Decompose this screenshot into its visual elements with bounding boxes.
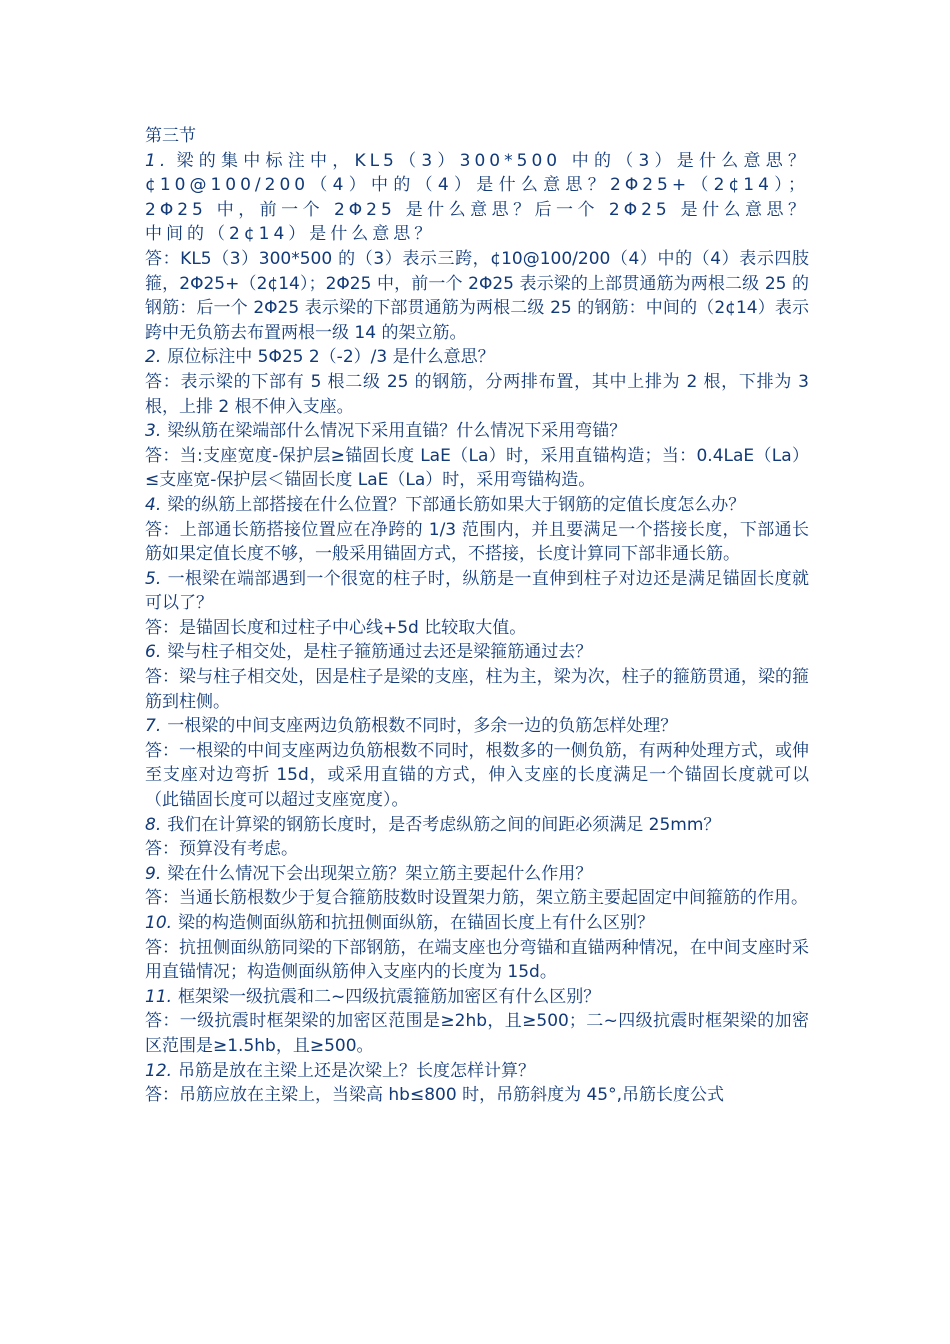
answer-8: 答：预算没有考虑。 bbox=[145, 839, 298, 860]
answer-7: 答：一根梁的中间支座两边负筋根数不同时，根数多的一侧负筋，有两种处理方式，或伸至支座对边弯折 15d，或采用直锚的方式，伸入支座的长度满足一个锚固长度就可以（此锚固长度可以超过支座宽度）。 bbox=[145, 740, 809, 811]
answer-3: 答：当:支座宽度-保护层≥锚固长度 LaE（La）时，采用直锚构造；当：0.4LaE（La）≤支座宽-保护层＜锚固长度 LaE（La）时，采用弯锚构造。 bbox=[145, 445, 809, 491]
question-text: 梁的构造侧面纵筋和抗扭侧面纵筋，在锚固长度上有什么区别？ bbox=[178, 913, 655, 933]
qa-item-12 bbox=[145, 1059, 809, 1108]
question-text: 梁的集中标注中，KL5（3）300*500 中的（3）是什么意思？¢10@100/200（4）中的（4）是什么意思？2Φ25+（2¢14）；2Φ25 中，前一个 2Φ25 是什么意思？后一个 2Φ25 是什么意思？中间的（2¢14）是什么意思？ bbox=[145, 150, 809, 245]
question-4 bbox=[145, 493, 809, 518]
question-8 bbox=[145, 813, 809, 838]
qa-item-5 bbox=[145, 567, 809, 641]
question-number: 1. bbox=[145, 150, 170, 171]
answer-12: 答：吊筋应放在主梁上，当梁高 hb≤800 时，吊筋斜度为 45°,吊筋长度公式 bbox=[145, 1085, 725, 1106]
question-number: 7. bbox=[145, 716, 162, 737]
question-text: 我们在计算梁的钢筋长度时，是否考虑纵筋之间的间距必须满足 25mm？ bbox=[167, 814, 721, 835]
answer-2: 答：表示梁的下部有 5 根二级 25 的钢筋，分两排布置，其中上排为 2 根，下排为 3 根，上排 2 根不伸入支座。 bbox=[145, 371, 809, 417]
answer-1: 答：KL5（3）300*500 的（3）表示三跨，¢10@100/200（4）中的（4）表示四肢箍，2Φ25+（2¢14）；2Φ25 中，前一个 2Φ25 表示梁的上部贯通筋为两根二级 25 的钢筋：后一个 2Φ25 表示梁的下部贯通筋为两根二级 25 的钢筋：中间的（2¢14）表示跨中无负筋去布置两根一级 14 的架立筋。 bbox=[145, 248, 809, 343]
qa-item-4 bbox=[145, 493, 809, 567]
question-2 bbox=[145, 345, 809, 370]
qa-item-9 bbox=[145, 862, 809, 911]
qa-item-7 bbox=[145, 714, 809, 812]
qa-item-2 bbox=[145, 345, 809, 419]
qa-item-1 bbox=[145, 149, 809, 346]
answer-10: 答：抗扭侧面纵筋同梁的下部钢筋，在端支座也分弯锚和直锚两种情况，在中间支座时采用直锚情况；构造侧面纵筋伸入支座内的长度为 15d。 bbox=[145, 937, 809, 983]
qa-item-8 bbox=[145, 813, 809, 862]
question-text: 梁的纵筋上部搭接在什么位置？下部通长筋如果大于钢筋的定值长度怎么办？ bbox=[167, 494, 746, 515]
question-12 bbox=[145, 1059, 809, 1084]
question-text: 一根梁的中间支座两边负筋根数不同时，多余一边的负筋怎样处理？ bbox=[167, 716, 678, 737]
question-text: 梁与柱子相交处，是柱子箍筋通过去还是梁箍筋通过去？ bbox=[167, 642, 593, 663]
question-text: 梁纵筋在梁端部什么情况下采用直锚？什么情况下采用弯锚？ bbox=[167, 421, 627, 442]
question-number: 4. bbox=[145, 494, 162, 515]
qa-item-10 bbox=[145, 911, 809, 985]
question-number: 9. bbox=[145, 863, 162, 884]
question-number: 5. bbox=[145, 568, 162, 589]
question-1 bbox=[145, 149, 809, 247]
question-text: 梁在什么情况下会出现架立筋？架立筋主要起什么作用？ bbox=[167, 863, 593, 884]
question-text: 原位标注中 5Φ25 2（-2）/3 是什么意思？ bbox=[167, 347, 495, 368]
question-10 bbox=[145, 911, 809, 936]
question-number: 10. bbox=[145, 913, 173, 933]
answer-6: 答：梁与柱子相交处，因是柱子是梁的支座，柱为主，梁为次，柱子的箍筋贯通，梁的箍筋到柱侧。 bbox=[145, 667, 809, 712]
question-7 bbox=[145, 714, 809, 739]
question-3 bbox=[145, 419, 809, 444]
question-number: 12. bbox=[145, 1060, 173, 1081]
question-text: 框架梁一级抗震和二~四级抗震箍筋加密区有什么区别？ bbox=[178, 986, 601, 1007]
answer-5: 答：是锚固长度和过柱子中心线+5d 比较取大值。 bbox=[145, 617, 527, 638]
qa-item-11 bbox=[145, 985, 809, 1059]
question-11 bbox=[145, 985, 809, 1010]
question-5 bbox=[145, 567, 809, 616]
answer-11: 答：一级抗震时框架梁的加密区范围是≥2hb，且≥500；二~四级抗震时框架梁的加密区范围是≥1.5hb，且≥500。 bbox=[145, 1011, 809, 1056]
section-title: 第三节 bbox=[145, 126, 196, 146]
question-number: 11. bbox=[145, 986, 173, 1007]
question-text: 吊筋是放在主梁上还是次梁上？长度怎样计算？ bbox=[178, 1060, 536, 1081]
answer-9: 答：当通长筋根数少于复合箍筋肢数时设置架力筋，架立筋主要起固定中间箍筋的作用。 bbox=[145, 888, 808, 909]
question-number: 3. bbox=[145, 421, 162, 442]
answer-4: 答：上部通长筋搭接位置应在净跨的 1/3 范围内，并且要满足一个搭接长度，下部通长筋如果定值长度不够，一般采用锚固方式，不搭接，长度计算同下部非通长筋。 bbox=[145, 519, 809, 565]
question-9 bbox=[145, 862, 809, 887]
question-number: 6. bbox=[145, 642, 162, 663]
document-page bbox=[145, 124, 809, 1108]
question-number: 8. bbox=[145, 814, 162, 835]
qa-item-3 bbox=[145, 419, 809, 493]
question-text: 一根梁在端部遇到一个很宽的柱子时，纵筋是一直伸到柱子对边还是满足锚固长度就可以了？ bbox=[145, 568, 809, 614]
question-6 bbox=[145, 640, 809, 665]
question-number: 2. bbox=[145, 347, 162, 368]
qa-item-6 bbox=[145, 640, 809, 714]
